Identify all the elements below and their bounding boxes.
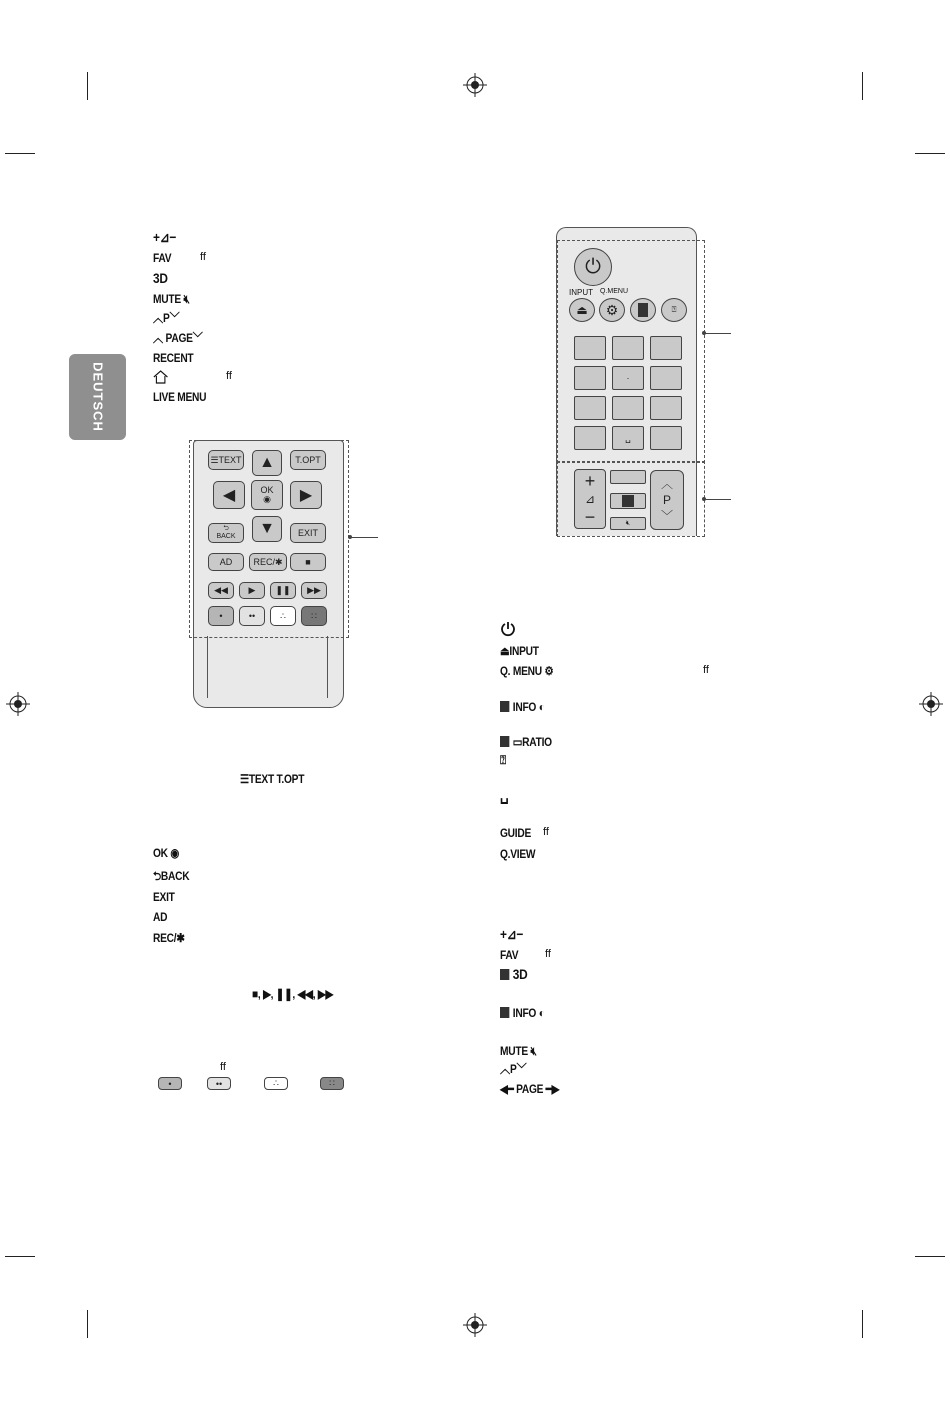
volume-rocker[interactable]: + ⊿ −	[574, 469, 606, 529]
qmenu-button[interactable]: ⚙	[599, 298, 625, 322]
volume-label: +⊿−	[153, 229, 177, 245]
num-key-9[interactable]	[650, 396, 682, 420]
num-key-1[interactable]	[574, 336, 606, 360]
rewind-button[interactable]: ◀◀	[208, 582, 234, 599]
crop-mark	[87, 1310, 88, 1338]
info-icon: ◐	[538, 1006, 545, 1020]
rec-label: REC/✱	[153, 931, 185, 945]
fav-key[interactable]	[610, 470, 646, 484]
3d-label: 3D	[153, 270, 168, 286]
ratio-icon: ▭	[512, 735, 523, 749]
qview-key[interactable]	[650, 426, 682, 450]
3d-key[interactable]	[610, 493, 646, 509]
registration-mark-icon	[463, 73, 487, 97]
nav-up-button[interactable]: ▲	[252, 450, 282, 476]
mute-line: MUTE 🔇︎	[500, 1044, 537, 1058]
crop-mark	[915, 153, 945, 154]
crop-mark	[862, 1310, 863, 1338]
page-label: ︿ PAGE﹀	[153, 331, 203, 345]
crop-mark	[87, 72, 88, 100]
qview-line: Q.VIEW	[500, 847, 536, 861]
info-line: INFO ◐	[500, 700, 545, 714]
callout-line	[705, 499, 731, 500]
teletext-icon: ☰	[210, 454, 219, 465]
program-label: ︿P﹀	[153, 311, 180, 325]
ok-icon: ◉	[170, 846, 180, 860]
recent-label: RECENT	[153, 351, 194, 365]
left-remote-rail	[327, 636, 328, 698]
ff-glyph: ff	[703, 664, 709, 676]
arrow-right-icon: ━▶	[545, 1082, 560, 1096]
mute-icon: 🔇︎	[183, 292, 190, 306]
info-button[interactable]	[630, 298, 656, 322]
crop-mark	[5, 1256, 35, 1257]
space-icon: ␣	[500, 787, 509, 804]
page-line: ◀━ PAGE ━▶	[500, 1082, 560, 1096]
blue-key-icon: ∷	[320, 1077, 344, 1090]
ad-button[interactable]: AD	[208, 553, 244, 571]
num-key-3[interactable]	[650, 336, 682, 360]
power-button[interactable]: ⏻	[574, 248, 612, 286]
yellow-key-icon: ∴	[264, 1077, 288, 1090]
chevron-down-icon: ﹀	[169, 311, 180, 325]
fav-label: FAV	[153, 251, 172, 265]
help-line	[500, 753, 506, 767]
rec-button[interactable]: REC/✱	[249, 553, 287, 571]
input-line: ⏏INPUT	[500, 644, 539, 658]
registration-mark-icon	[463, 1313, 487, 1337]
green-key-icon: ••	[207, 1077, 231, 1090]
ff-glyph: ff	[200, 251, 206, 263]
back-icon: ⮌	[153, 869, 161, 883]
back-button[interactable]: ⮌ BACK	[208, 523, 244, 543]
fastforward-button[interactable]: ▶▶	[301, 582, 327, 599]
ad-label: AD	[153, 910, 168, 924]
red-button[interactable]: •	[208, 606, 234, 626]
play-button[interactable]: ▶	[239, 582, 265, 599]
topt-button[interactable]: T.OPT	[290, 450, 326, 470]
red-key-icon: •	[158, 1077, 182, 1090]
help-button[interactable]: ⍰	[661, 298, 687, 322]
num-key-5[interactable]: ·	[612, 366, 644, 390]
nav-left-button[interactable]: ◀	[213, 481, 245, 509]
qmenu-line: Q. MENU ⚙	[500, 664, 554, 678]
home-label	[153, 370, 168, 387]
exit-button[interactable]: EXIT	[290, 523, 326, 543]
input-button[interactable]: ⏏	[569, 298, 595, 322]
fav-line: FAV	[500, 948, 519, 962]
mute-key[interactable]: 🔇︎	[610, 517, 646, 530]
ok-label: OK ◉	[153, 846, 180, 860]
callout-dot	[702, 331, 706, 335]
teletext-icon: ☰	[240, 772, 249, 786]
help-icon: ⍰	[500, 753, 506, 767]
chevron-up-icon: ︿	[500, 1062, 510, 1076]
chevron-down-icon: ﹀	[516, 1062, 527, 1076]
language-tab-label: DEUTSCH	[90, 362, 105, 432]
ratio-line: ▭RATIO	[500, 735, 552, 749]
callout-dot	[348, 535, 352, 539]
callout-line	[705, 333, 731, 334]
pause-button[interactable]: ❚❚	[270, 582, 296, 599]
back-label: ⮌BACK	[153, 869, 190, 883]
ff-glyph: ff	[543, 826, 549, 838]
home-icon	[153, 370, 168, 384]
info-line-2: INFO ◐	[500, 1006, 545, 1020]
num-key-0[interactable]: ␣	[612, 426, 644, 450]
volume-line: +⊿−	[500, 926, 524, 942]
ff-glyph: ff	[545, 948, 551, 960]
power-icon	[500, 621, 516, 637]
list-key[interactable]	[574, 426, 606, 450]
registration-mark-icon	[919, 692, 943, 716]
registration-mark-icon	[6, 692, 30, 716]
program-rocker[interactable]: ︿ P ﹀	[650, 470, 684, 530]
playback-line: ■, ▶, ❚❚, ◀◀, ▶▶	[252, 987, 334, 1001]
info-icon: ◐	[538, 700, 545, 714]
ok-button[interactable]: OK ◉	[251, 480, 283, 510]
3d-line: 3D	[500, 967, 527, 981]
text-topt-line: ☰TEXT T.OPT	[240, 772, 305, 786]
num-key-8[interactable]	[612, 396, 644, 420]
guide-line: GUIDE	[500, 826, 532, 840]
num-key-2[interactable]	[612, 336, 644, 360]
green-button[interactable]: ••	[239, 606, 265, 626]
program-line: ︿P﹀	[500, 1062, 527, 1076]
nav-down-button[interactable]: ▼	[252, 516, 282, 542]
input-label: INPUT	[569, 288, 593, 297]
crop-mark	[862, 72, 863, 100]
chevron-up-icon: ︿	[153, 311, 163, 325]
ff-glyph: ff	[220, 1061, 226, 1073]
crop-mark	[5, 153, 35, 154]
callout-dot	[702, 497, 706, 501]
gear-icon: ⚙	[544, 664, 554, 678]
num-key-6[interactable]	[650, 366, 682, 390]
arrow-left-icon: ◀━	[500, 1082, 514, 1096]
qmenu-label: Q.MENU	[600, 288, 628, 295]
space-line	[500, 789, 508, 803]
crop-mark	[915, 1256, 945, 1257]
stop-button[interactable]: ■	[290, 553, 326, 571]
text-button[interactable]: ☰ TEXT	[208, 450, 244, 470]
yellow-button[interactable]: ∴	[270, 606, 296, 626]
exit-label: EXIT	[153, 890, 175, 904]
input-icon: ⏏	[500, 644, 510, 658]
blue-button[interactable]: ∷	[301, 606, 327, 626]
nav-right-button[interactable]: ▶	[290, 481, 322, 509]
num-key-4[interactable]	[574, 366, 606, 390]
callout-line	[350, 537, 378, 538]
left-remote-rail	[207, 636, 208, 698]
chevron-up-icon: ︿	[153, 331, 163, 345]
chevron-down-icon: ﹀	[192, 331, 203, 345]
num-key-7[interactable]	[574, 396, 606, 420]
ff-glyph: ff	[226, 370, 232, 382]
language-tab	[69, 354, 126, 440]
live-menu-label: LIVE MENU	[153, 390, 207, 404]
mute-icon: 🔇︎	[530, 1044, 537, 1058]
mute-label: MUTE 🔇︎	[153, 292, 190, 306]
